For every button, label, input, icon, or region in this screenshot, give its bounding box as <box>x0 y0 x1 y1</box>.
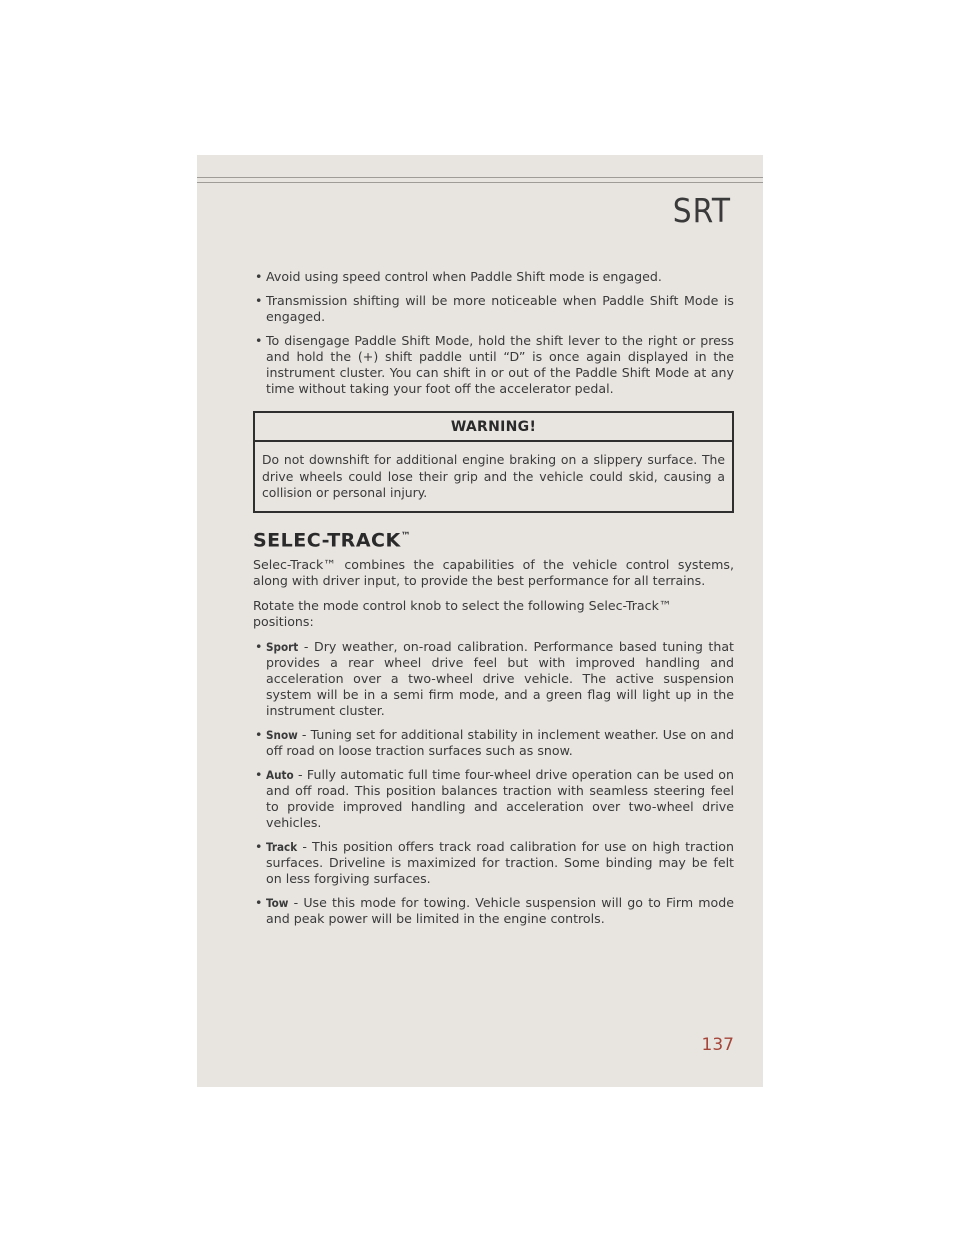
list-item <box>253 895 734 927</box>
warning-title: WARNING! <box>255 413 732 442</box>
bullet-icon: • <box>255 766 263 782</box>
warning-box <box>253 411 734 513</box>
bullet-icon: • <box>255 838 263 854</box>
paddle-shift-bullets <box>253 269 734 397</box>
bullet-icon: • <box>255 293 263 308</box>
rotate-paragraph: Rotate the mode control knob to select the following Selec-Track™ positions: <box>253 597 672 629</box>
bullet-icon: • <box>255 638 263 654</box>
position-term: Tow <box>266 895 289 910</box>
position-description: - This position offers track road calibration for use on high traction surfaces. Driveline is maximized for traction. Some binding may be felt on less forgiving surfaces. <box>266 838 734 886</box>
position-term: Auto <box>266 767 294 782</box>
intro-paragraph: Selec-Track™ combines the capabilities of the vehicle control systems, along with driver input, to provide the best performance for all terrains. <box>253 556 734 588</box>
warning-text: Do not downshift for additional engine braking on a slippery surface. The drive wheels could lose their grip and the vehicle could skid, causing a collision or personal injury. <box>262 452 725 500</box>
bullet-icon: • <box>255 269 263 284</box>
page-content <box>253 269 734 935</box>
page-number: 137 <box>701 1035 734 1055</box>
list-item <box>253 639 734 719</box>
list-item: • To disengage Paddle Shift Mode, hold the shift lever to the right or press and hold the (+) shift paddle until “D” is once again displayed in the instrument cluster. You can shift in or out of the Paddle Shift Mode at any time without taking your foot off the accelerator pedal. <box>255 333 734 396</box>
list-item <box>253 727 734 759</box>
list-item <box>253 767 734 831</box>
manual-page <box>197 155 763 1087</box>
position-term: Track <box>266 839 298 854</box>
list-item <box>253 839 734 887</box>
list-item: • Avoid using speed control when Paddle Shift mode is engaged. <box>255 269 662 284</box>
section-title: SRT <box>672 191 731 230</box>
bullet-icon: • <box>255 726 263 742</box>
section-heading: SELEC-TRACK™ <box>253 528 411 551</box>
position-description: - Dry weather, on-road calibration. Performance based tuning that provides a rear wheel drive feel but with improved handling and acceleration over a two-wheel drive vehicle. The active suspension system will be in a semi firm mode, and a green flag will light up in the instrument cluster. <box>266 638 734 718</box>
position-description: - Use this mode for towing. Vehicle suspension will go to Firm mode and peak power will be limited in the engine controls. <box>266 894 734 926</box>
header-rule-bottom <box>197 182 763 183</box>
position-term: Sport <box>266 639 299 654</box>
header-rule-top <box>197 177 763 178</box>
position-term: Snow <box>266 727 298 742</box>
bullet-icon: • <box>255 894 263 910</box>
bullet-icon: • <box>255 333 263 348</box>
position-description: - Fully automatic full time four-wheel drive operation can be used on and off road. This position balances traction with seamless steering feel to provide improved handling and acceleration over two-wheel drive vehicles. <box>266 766 734 830</box>
list-item: • Transmission shifting will be more noticeable when Paddle Shift Mode is engaged. <box>255 293 734 324</box>
position-description: - Tuning set for additional stability in inclement weather. Use on and off road on loose traction surfaces such as snow. <box>266 726 734 758</box>
trademark-mark: ™ <box>400 530 411 542</box>
selec-track-positions <box>253 639 734 927</box>
